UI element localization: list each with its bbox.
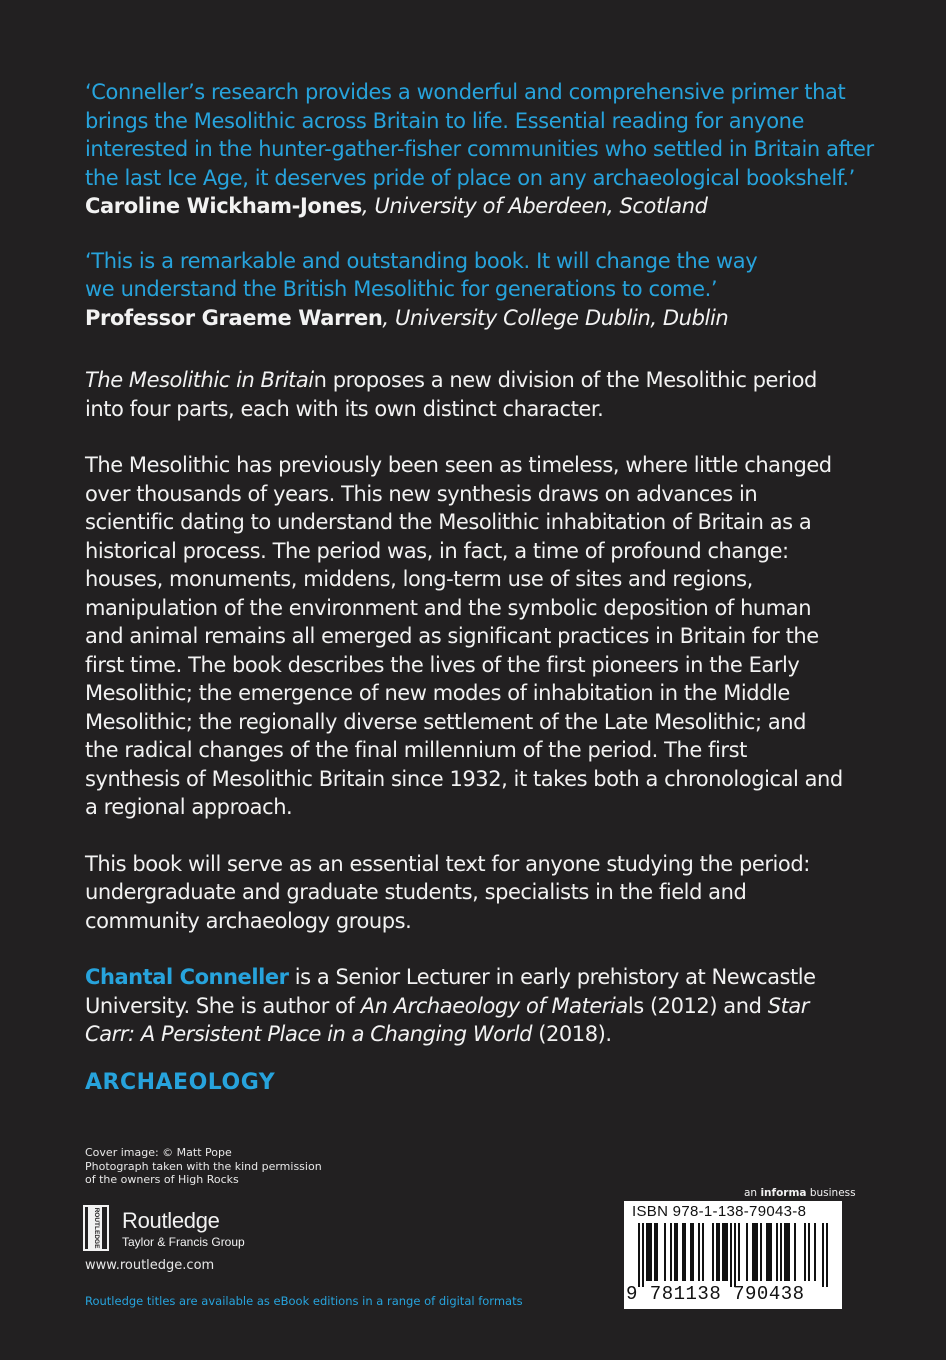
barcode-bar [718,1223,720,1281]
credit-line: of the owners of High Rocks [85,1173,239,1186]
publisher-website[interactable]: www.routledge.com [85,1258,215,1273]
description-paragraph: The Mesolithic has previously been seen as timeless, where little changed over thousands of years. This new synthesis draws on advances in scientific dating to understand the Mesolithic inhabitation of Britain as a historical process. The period was, in fact, a time of profound change: houses, monuments, middens, long-term use of sites and regions, manipulation of the environment and the symbolic deposition of human and animal remains all emerged as significant practices in Britain for the first time. The book describes the lives of the first pioneers in the Early Mesolithic; the emergence of new modes of inhabitation in the Middle Mesolithic; the regionally diverse settlement of the Late Mesolithic; and the radical changes of the final millennium of the period. The first synthesis of Mesolithic Britain since 1932, it takes both a chronological and a regional approach. [85,453,843,819]
barcode-bar [768,1223,770,1281]
cover-credit [85,1146,322,1187]
reviewer-name: Caroline Wickham-Jones [85,194,362,218]
barcode-bar [754,1223,756,1281]
routledge-logo [82,1204,282,1254]
barcode-bar [638,1223,640,1287]
bio-text: is a Senior Lecturer in early prehistory at Newcastle University. She is author of [85,965,816,1018]
barcode-bar [794,1223,796,1281]
reviewer-affiliation: , University of Aberdeen, Scotland [361,194,708,218]
publisher-name: Routledge [122,1208,220,1233]
barcode-bars [632,1223,834,1287]
intro-paragraph [85,366,845,423]
barcode-bar [656,1223,658,1281]
barcode-bar [690,1223,692,1281]
barcode-bar [712,1223,714,1281]
barcode-bar [780,1223,782,1281]
barcode-bar [730,1223,732,1287]
bio-book-title: An Archaeology of Materia [360,993,628,1018]
barcode-bar [822,1223,824,1287]
audience-paragraph: This book will serve as an essential text for anyone studying the period: undergraduate and graduate students, specialists in the field and community archaeology groups. [85,851,810,933]
icon-lettering: ROUTLEDGE [93,1207,100,1249]
barcode-bar [724,1223,726,1281]
barcode-bar [664,1223,666,1281]
barcode-bar [726,1223,728,1281]
barcode-bar [654,1223,656,1281]
back-cover-text [85,78,885,1077]
barcode-bar [734,1223,736,1287]
barcode-bar [676,1223,678,1281]
publisher-group: Taylor & Francis Group [122,1235,245,1249]
isbn-label: ISBN 978-1-138-79043-8 [632,1203,807,1220]
author-name: Chantal Conneller [85,965,289,989]
bio-book-title: Star Carr: A Persistent Place in a Changing World [85,993,809,1046]
barcode-bar [826,1223,828,1287]
review-2 [85,247,885,333]
barcode-bar [756,1223,758,1281]
barcode-bar [786,1223,788,1281]
review-quote: ‘This is a remarkable and outstanding book. It will change the way we understand the British Mesolithic for generations to come.’ [85,248,758,301]
barcode-bar [648,1223,650,1281]
credit-line: Photograph taken with the kind permission [85,1159,322,1173]
barcode-bar [770,1223,772,1281]
barcode-bar [746,1223,748,1281]
isbn-barcode [624,1201,842,1309]
barcode-bar [760,1223,762,1281]
barcode-bar [650,1223,652,1281]
barcode-bar [784,1223,786,1281]
review-attribution [85,304,885,333]
barcode-bar [776,1223,778,1281]
barcode-bar [646,1223,648,1281]
barcode-bar [674,1223,676,1281]
bio-text: (2018). [532,1022,612,1046]
barcode-bar [702,1223,704,1281]
credit-line: Cover image: © Matt Pope [85,1146,232,1159]
barcode-bar [808,1223,810,1281]
informa-pre: an [744,1187,761,1199]
reviewer-affiliation: , University College Dublin, Dublin [382,305,729,330]
barcode-bar [682,1223,684,1281]
barcode-bar [804,1223,806,1281]
author-bio [85,963,825,1049]
reviewer-name: Professor Graeme Warren [85,305,383,330]
barcode-bar [716,1223,718,1281]
ebook-note: Routledge titles are available as eBook editions in a range of digital formats [85,1294,523,1308]
barcode-bar [692,1223,694,1281]
intro-text: n proposes a new division of the Mesolithic period into four parts, each with its own distinct character. [85,368,817,421]
review-quote: ‘Conneller’s research provides a wonderful and comprehensive primer that brings the Mesolithic across Britain to life. Essential reading for anyone interested in the hunter-gather-fisher communities who settled in Britain after the last Ice Age, it deserves pride of place on any archaeological bookshelf.’ [85,80,874,190]
barcode-bar [642,1223,644,1287]
subject-category: ARCHAEOLOGY [85,1070,276,1095]
barcode-bar [684,1223,686,1281]
book-title: The Mesolithic in Britai [85,368,314,392]
barcode-bar [766,1223,768,1281]
barcode-bar [788,1223,790,1281]
review-1 [85,78,885,221]
barcode-bar [722,1223,724,1281]
barcode-digits: 9 781138 790438 [626,1283,805,1305]
review-attribution [85,192,885,221]
routledge-book-icon [82,1204,110,1252]
barcode-bar [814,1223,816,1281]
barcode-bar [698,1223,700,1281]
informa-bold: informa [760,1187,807,1199]
barcode-bar [752,1223,754,1281]
bio-text: ls (2012) and [627,993,768,1018]
informa-post: business [806,1187,856,1199]
barcode-bar [670,1223,672,1281]
barcode-bar [738,1223,740,1281]
informa-tagline [744,1187,856,1199]
